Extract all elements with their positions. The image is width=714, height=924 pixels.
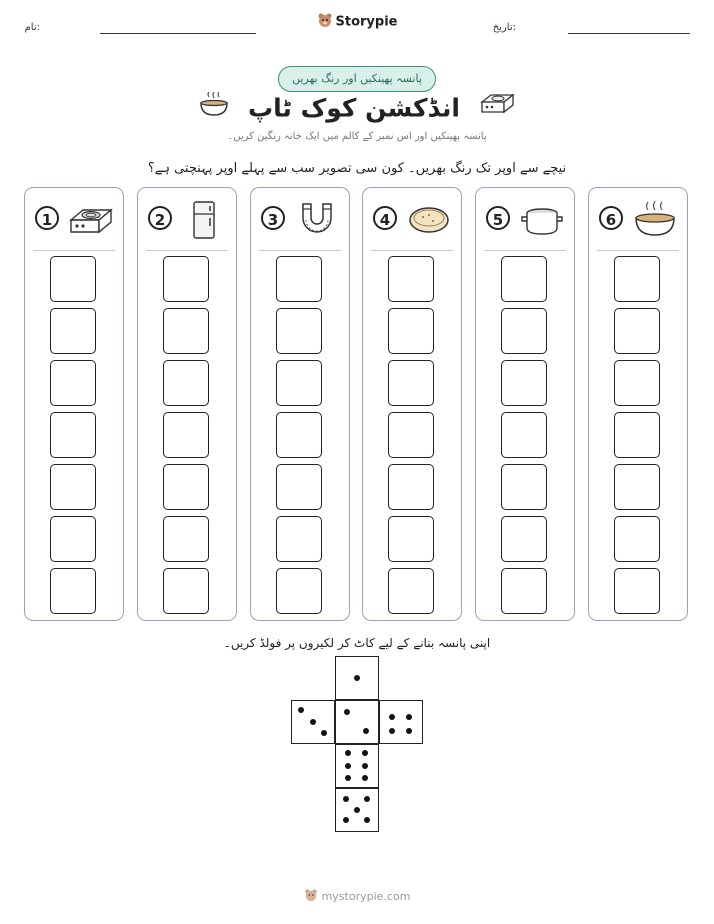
die-pip [345, 775, 351, 781]
color-box[interactable] [501, 464, 547, 510]
column-6 [588, 187, 688, 621]
color-box[interactable] [50, 464, 96, 510]
color-box[interactable] [163, 256, 209, 302]
column-number: 2 [148, 206, 172, 230]
brand-logo [0, 12, 714, 32]
die-face-lower [335, 744, 379, 788]
die-face-top [335, 656, 379, 700]
soup-bowl-icon [199, 92, 229, 124]
bear-logo-icon [304, 888, 318, 905]
title-text: انڈکشن کوک ٹاپ [248, 93, 460, 123]
color-box[interactable] [50, 412, 96, 458]
color-box[interactable] [276, 464, 322, 510]
die-face-right [379, 700, 423, 744]
color-box[interactable] [163, 568, 209, 614]
color-box[interactable] [163, 516, 209, 562]
name-label: نام: [24, 22, 40, 33]
induction-cooktop-icon [479, 92, 515, 124]
color-box[interactable] [388, 360, 434, 406]
color-box[interactable] [163, 360, 209, 406]
column-5 [475, 187, 575, 621]
die-pip [345, 763, 351, 769]
name-line [100, 33, 256, 34]
column-3 [250, 187, 350, 621]
color-box[interactable] [614, 308, 660, 354]
die-pip [298, 707, 304, 713]
date-label: تاریخ: [492, 22, 516, 33]
die-pip [354, 807, 360, 813]
bear-logo-icon [317, 12, 333, 32]
column-2 [137, 187, 237, 621]
color-box[interactable] [501, 360, 547, 406]
die-face-center [335, 700, 379, 744]
column-number: 1 [35, 206, 59, 230]
column-number: 5 [486, 206, 510, 230]
color-box[interactable] [50, 516, 96, 562]
die-face-left [291, 700, 335, 744]
die-pip [389, 714, 395, 720]
color-box[interactable] [276, 412, 322, 458]
color-box[interactable] [501, 256, 547, 302]
column-number: 3 [261, 206, 285, 230]
color-box[interactable] [388, 568, 434, 614]
instruction-pill: پانسہ پھینکیں اور رنگ بھریں [278, 66, 436, 92]
die-pip [406, 714, 412, 720]
color-box[interactable] [388, 516, 434, 562]
die-face-bottom [335, 788, 379, 832]
subtitle: پانسہ پھینکیں اور اس نمبر کے کالم میں ایک خانہ رنگین کریں۔ [227, 131, 487, 142]
die-pip [363, 728, 369, 734]
color-box[interactable] [276, 360, 322, 406]
footer [0, 888, 714, 905]
color-box[interactable] [501, 308, 547, 354]
die-pip [354, 675, 360, 681]
refrigerator-icon [180, 198, 228, 242]
die-pip [364, 817, 370, 823]
color-box[interactable] [276, 516, 322, 562]
color-box[interactable] [388, 256, 434, 302]
color-box[interactable] [388, 412, 434, 458]
die-pip [345, 750, 351, 756]
question-text: نیچے سے اوپر تک رنگ بھریں۔ کون سی تصویر سب سے پہلے اوپر پہنچتی ہے؟ [147, 161, 567, 176]
column-divider [484, 250, 566, 251]
column-divider [33, 250, 115, 251]
die-pip [362, 763, 368, 769]
brand-name: Storypie [335, 14, 398, 30]
color-box[interactable] [276, 568, 322, 614]
flatbread-icon [405, 198, 453, 242]
horseshoe-magnet-icon [293, 198, 341, 242]
color-box[interactable] [614, 360, 660, 406]
color-box[interactable] [614, 568, 660, 614]
page-title [0, 92, 714, 124]
column-4 [362, 187, 462, 621]
die-pip [362, 775, 368, 781]
die-pip [344, 709, 350, 715]
date-line [568, 33, 690, 34]
color-box[interactable] [388, 308, 434, 354]
color-box[interactable] [163, 464, 209, 510]
color-box[interactable] [163, 412, 209, 458]
color-box[interactable] [50, 360, 96, 406]
die-pip [321, 730, 327, 736]
column-divider [259, 250, 341, 251]
color-box[interactable] [50, 308, 96, 354]
column-number: 6 [599, 206, 623, 230]
color-box[interactable] [50, 256, 96, 302]
color-box[interactable] [501, 516, 547, 562]
die-pip [310, 719, 316, 725]
color-box[interactable] [276, 256, 322, 302]
soup-bowl-icon [631, 198, 679, 242]
die-pip [389, 728, 395, 734]
column-divider [371, 250, 453, 251]
footer-url: mystorypie.com [321, 890, 411, 903]
fold-instruction: اپنی پانسہ بنانے کے لیے کاٹ کر لکیروں پر فولڈ کریں۔ [223, 636, 491, 650]
die-pip [343, 817, 349, 823]
die-pip [343, 796, 349, 802]
column-divider [146, 250, 228, 251]
color-box[interactable] [388, 464, 434, 510]
color-box[interactable] [501, 568, 547, 614]
color-box[interactable] [276, 308, 322, 354]
die-pip [362, 750, 368, 756]
column-divider [597, 250, 679, 251]
color-box[interactable] [501, 412, 547, 458]
color-box[interactable] [614, 516, 660, 562]
color-box[interactable] [614, 256, 660, 302]
die-pip [406, 728, 412, 734]
column-number: 4 [373, 206, 397, 230]
color-box[interactable] [614, 464, 660, 510]
color-box[interactable] [614, 412, 660, 458]
color-box[interactable] [163, 308, 209, 354]
cooking-pot-icon [518, 198, 566, 242]
die-pip [364, 796, 370, 802]
color-box[interactable] [50, 568, 96, 614]
column-1 [24, 187, 124, 621]
induction-cooktop-icon [67, 198, 115, 242]
